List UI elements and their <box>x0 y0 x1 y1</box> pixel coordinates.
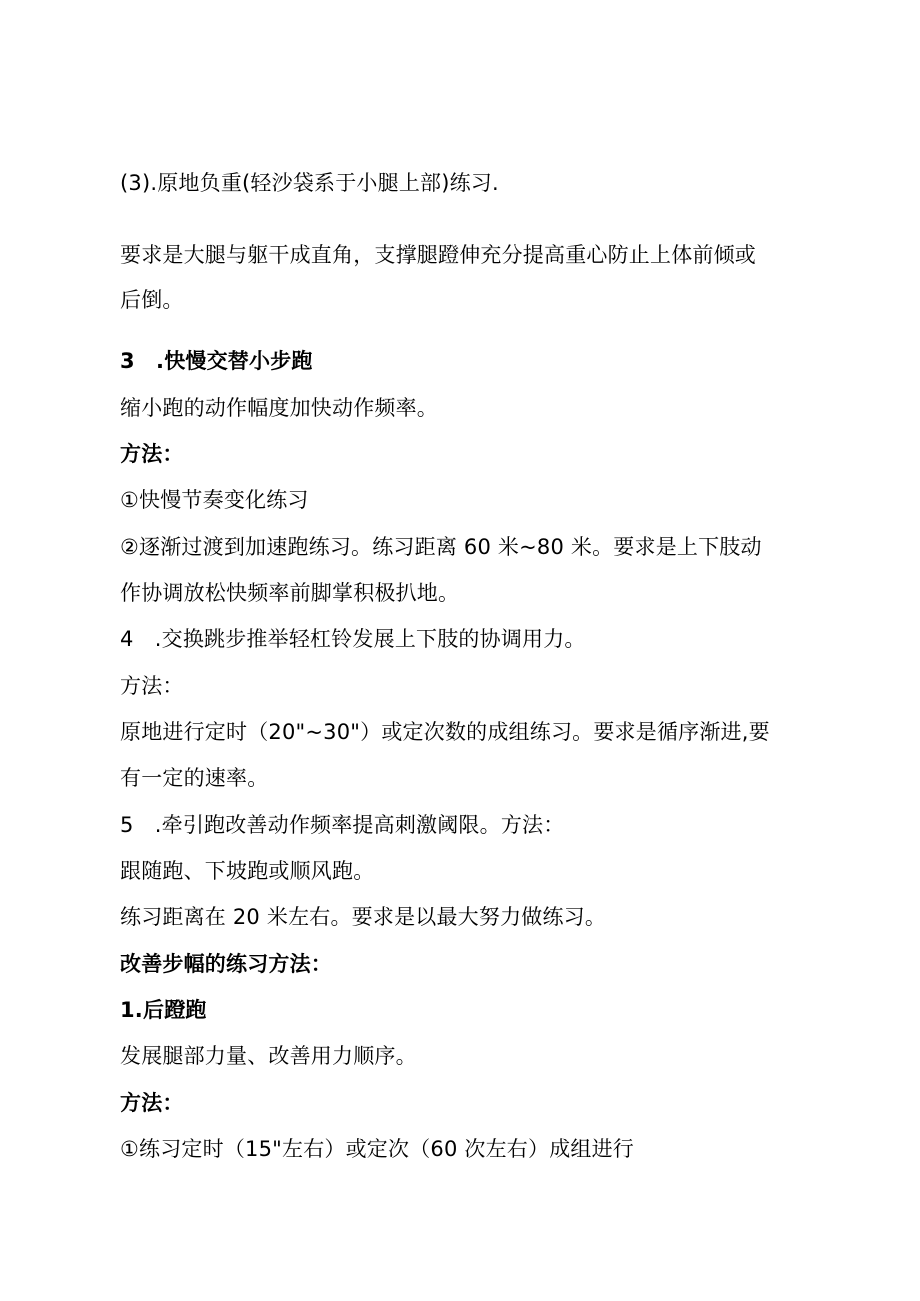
text-line-distance: 练习距离在 20 米左右。要求是以最大努力做练习。 <box>120 905 607 929</box>
heading-barbell: 4 .交换跳步推举轻杠铃发展上下肢的协调用力。 <box>120 627 586 651</box>
text-line-load-exercise: (3).原地负重(轻沙袋系于小腿上部)练习. <box>120 171 499 195</box>
text-line-follow-run: 跟随跑、下坡跑或顺风跑。 <box>120 859 375 883</box>
text-line-requirement-cont: 后倒。 <box>120 288 184 312</box>
heading-back-push-run: 1.后蹬跑 <box>120 998 207 1022</box>
heading-fast-slow-steps: 3 .快慢交替小步跑 <box>120 349 313 373</box>
heading-stride-methods: 改善步幅的练习方法： <box>120 952 332 976</box>
text-line-leg-strength: 发展腿部力量、改善用力顺序。 <box>120 1044 417 1068</box>
text-line-method-2-cont: 作协调放松快频率前脚掌积极扒地。 <box>120 581 460 605</box>
text-line-timed-practice: ①练习定时（15"左右）或定次（60 次左右）成组进行 <box>120 1137 635 1161</box>
text-line-timed-sets: 原地进行定时（20"~30"）或定次数的成组练习。要求是循序渐进,要 <box>120 720 770 744</box>
text-line-requirement: 要求是大腿与躯干成直角，支撑腿蹬伸充分提高重心防止上体前倾或 <box>120 243 756 267</box>
text-line-method-2: ②逐渐过渡到加速跑练习。练习距离 60 米~80 米。要求是上下肢动 <box>120 535 762 559</box>
heading-pull-run: 5 .牵引跑改善动作频率提高刺激阈限。方法： <box>120 813 565 837</box>
text-line-method-label: 方法： <box>120 674 184 698</box>
heading-method: 方法： <box>120 442 184 466</box>
text-line-timed-sets-cont: 有一定的速率。 <box>120 766 269 790</box>
text-line-description: 缩小跑的动作幅度加快动作频率。 <box>120 396 438 420</box>
heading-method-2: 方法： <box>120 1091 184 1115</box>
text-line-method-1: ①快慢节奏变化练习 <box>120 488 309 512</box>
